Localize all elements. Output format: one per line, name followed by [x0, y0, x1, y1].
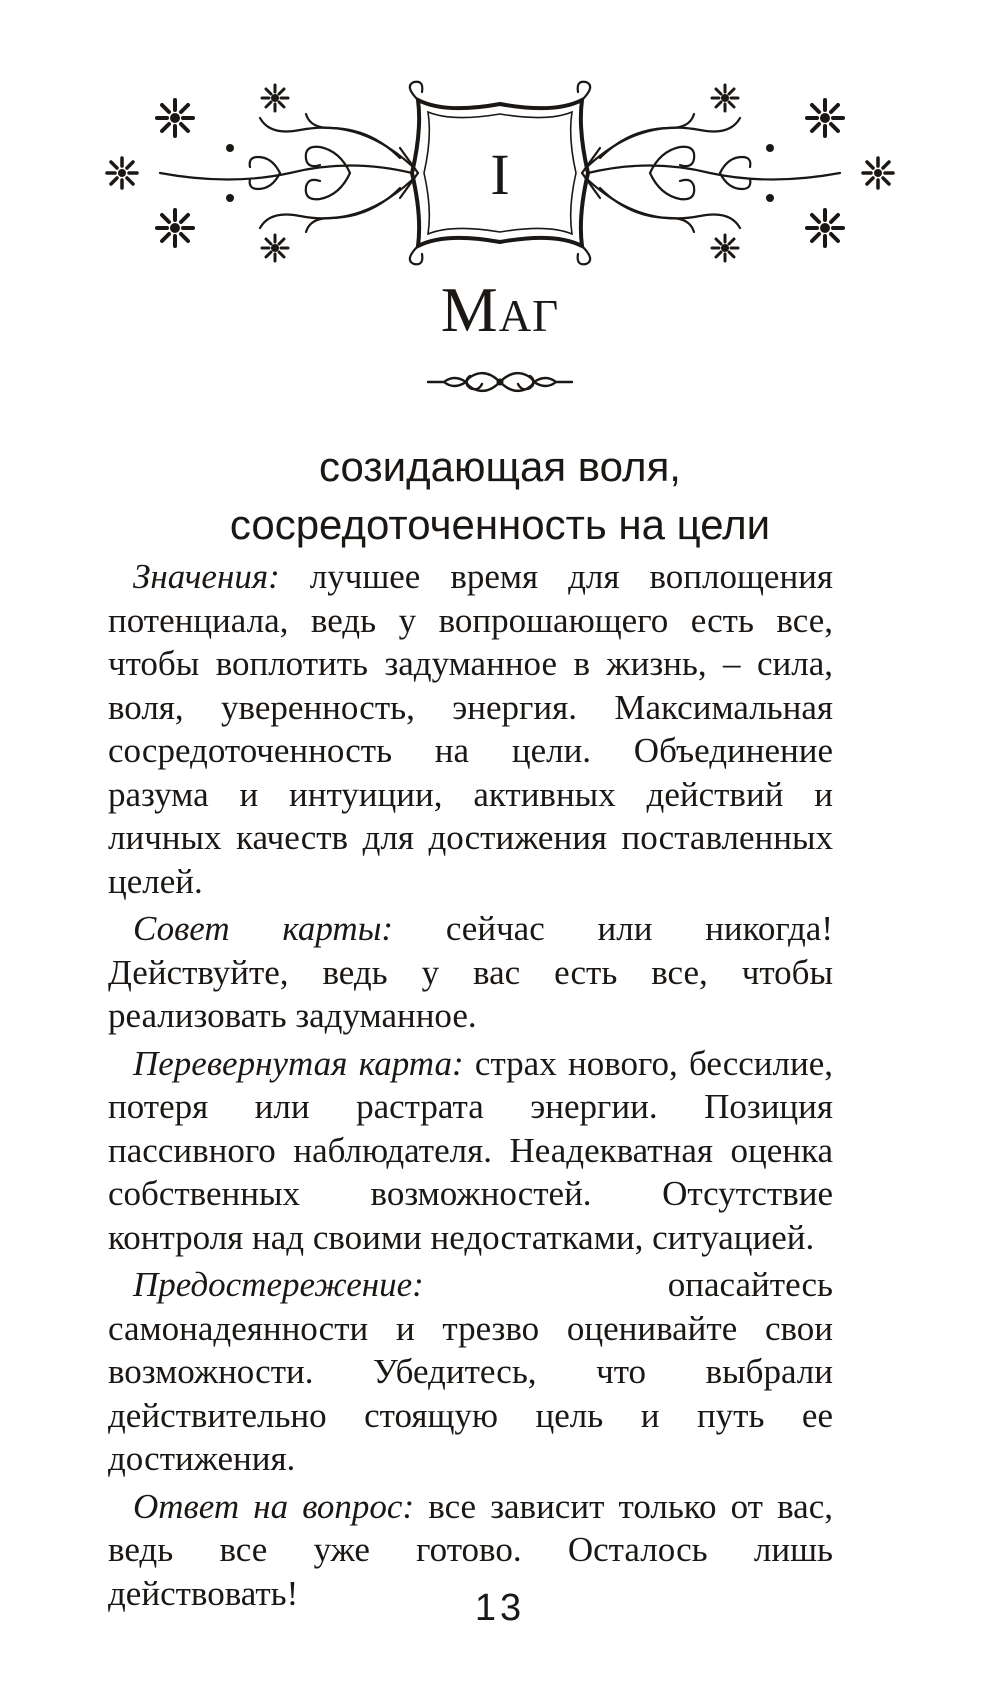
divider-ornament: [420, 362, 580, 402]
paragraph-text: все зависит только от вас, ведь все уже готово. Осталось лишь действовать!: [108, 1486, 833, 1613]
reversed-paragraph: [108, 1042, 833, 1260]
card-description: [108, 555, 833, 1619]
paragraph-lead: Предостережение:: [133, 1265, 424, 1304]
paragraph-lead: Совет карты:: [133, 909, 394, 948]
subtitle-line-2: сосредоточенность на цели: [229, 501, 771, 548]
paragraph-text: лучшее время для воплощения потенциала, ведь у вопрошающего есть все, чтобы воплотить задуманное в жизнь, – сила, воля, уверенность, энергия. Максимальная сосредоточенность на цели. Объединение разума и интуиции, активных действий и личных качеств для достижения поставленных целей.: [108, 557, 833, 901]
page-number: 13: [474, 1587, 526, 1629]
subtitle-line-1: созидающая воля,: [319, 443, 681, 490]
arcana-number: I: [490, 142, 510, 207]
paragraph-lead: Ответ на вопрос:: [133, 1486, 415, 1526]
paragraph-text: страх нового, бессилие, потеря или растрата энергии. Позиция пассивного наблюдателя. Неадекватная оценка собственных возможностей. Отсутствие контроля над своими недостатками, ситуацией.: [108, 1043, 834, 1257]
advice-paragraph: [108, 907, 833, 1038]
paragraph-text: опасайтесь самонадеянности и трезво оценивайте свои возможности. Убедитесь, что выбрали действительно стоящую цель и путь ее достижения.: [108, 1265, 833, 1478]
card-title: Маг: [440, 274, 560, 345]
paragraph-lead: Значения:: [133, 557, 280, 596]
card-subtitle: [0, 438, 1000, 554]
meanings-paragraph: [108, 555, 833, 903]
paragraph-lead: Перевернутая карта:: [133, 1043, 464, 1083]
warning-paragraph: [108, 1263, 833, 1481]
paragraph-text: сейчас или никогда! Действуйте, ведь у вас есть все, чтобы реализовать задуманное.: [108, 909, 833, 1035]
